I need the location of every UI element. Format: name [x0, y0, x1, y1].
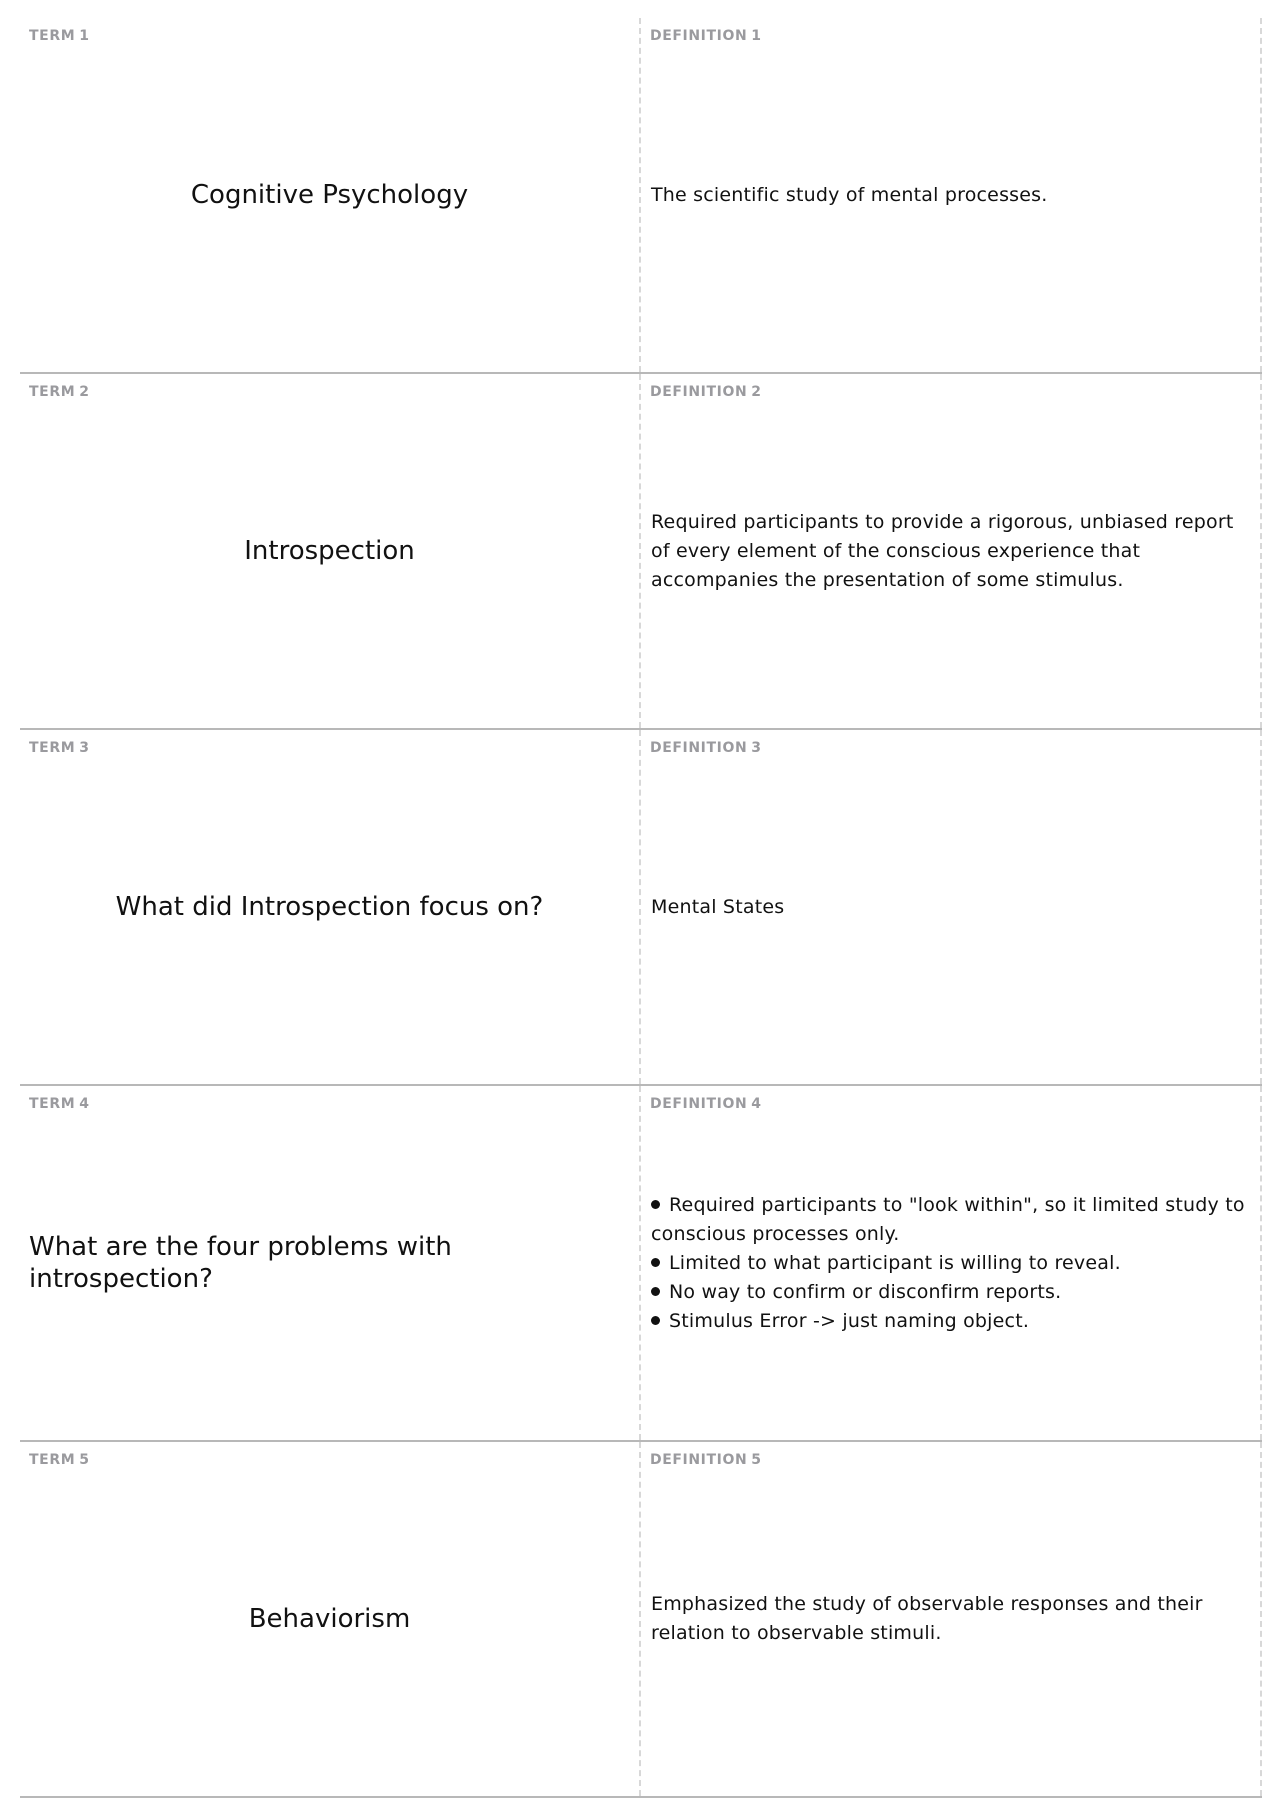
definition-body: [641, 1442, 1260, 1796]
definition-label: DEFINITION 3: [650, 740, 762, 756]
bullet-text: Limited to what participant is willing to reveal.: [669, 1251, 1121, 1274]
definition-body: [641, 1086, 1260, 1440]
definition-bullet-list: [651, 1191, 1250, 1336]
bullet-icon: [651, 1287, 660, 1296]
flashcard-row: [20, 730, 1262, 1086]
bullet-text: No way to confirm or disconfirm reports.: [669, 1280, 1062, 1303]
definition-label: DEFINITION 2: [650, 384, 762, 400]
term-cell: [20, 1086, 641, 1440]
term-text: What are the four problems with introspection?: [29, 1232, 452, 1294]
term-text: Behaviorism: [248, 1604, 411, 1634]
term-label: TERM 5: [29, 1452, 90, 1468]
flashcard-row: [20, 374, 1262, 730]
bullet-icon: [651, 1200, 660, 1209]
definition-body: [641, 374, 1260, 728]
definition-label: DEFINITION 4: [650, 1096, 762, 1112]
bullet-item: [651, 1249, 1250, 1278]
definition-text: The scientific study of mental processes.: [651, 183, 1048, 206]
definition-label: DEFINITION 5: [650, 1452, 762, 1468]
flashcard-sheet: [20, 18, 1262, 1798]
term-label: TERM 3: [29, 740, 90, 756]
term-label: TERM 1: [29, 28, 90, 44]
definition-cell: [641, 18, 1262, 372]
definition-cell: [641, 1442, 1262, 1796]
definition-label: DEFINITION 1: [650, 28, 762, 44]
definition-text: Required participants to provide a rigorous, unbiased report of every element of the conscious experience that accompanies the presentation of some stimulus.: [651, 510, 1234, 591]
term-cell: [20, 18, 641, 372]
term-cell: [20, 730, 641, 1084]
bullet-item: [651, 1278, 1250, 1307]
term-label: TERM 4: [29, 1096, 90, 1112]
definition-text: Mental States: [651, 895, 785, 918]
definition-body: [641, 730, 1260, 1084]
definition-text: Emphasized the study of observable responses and their relation to observable stimuli.: [651, 1593, 1203, 1644]
definition-body: [641, 18, 1260, 372]
bullet-icon: [651, 1258, 660, 1267]
term-text: What did Introspection focus on?: [115, 892, 544, 922]
bullet-text: Required participants to "look within", so it limited study to conscious processes only.: [651, 1193, 1245, 1245]
term-text: Cognitive Psychology: [190, 180, 469, 210]
term-cell: [20, 374, 641, 728]
definition-cell: [641, 730, 1262, 1084]
term-cell: [20, 1442, 641, 1796]
bullet-icon: [651, 1316, 660, 1325]
term-text: Introspection: [244, 536, 415, 566]
bullet-item: [651, 1191, 1250, 1249]
definition-cell: [641, 374, 1262, 728]
definition-cell: [641, 1086, 1262, 1440]
flashcard-row: [20, 1442, 1262, 1798]
flashcard-row: [20, 1086, 1262, 1442]
bullet-item: [651, 1307, 1250, 1336]
flashcard-row: [20, 18, 1262, 374]
bullet-text: Stimulus Error -> just naming object.: [669, 1309, 1030, 1332]
term-label: TERM 2: [29, 384, 90, 400]
